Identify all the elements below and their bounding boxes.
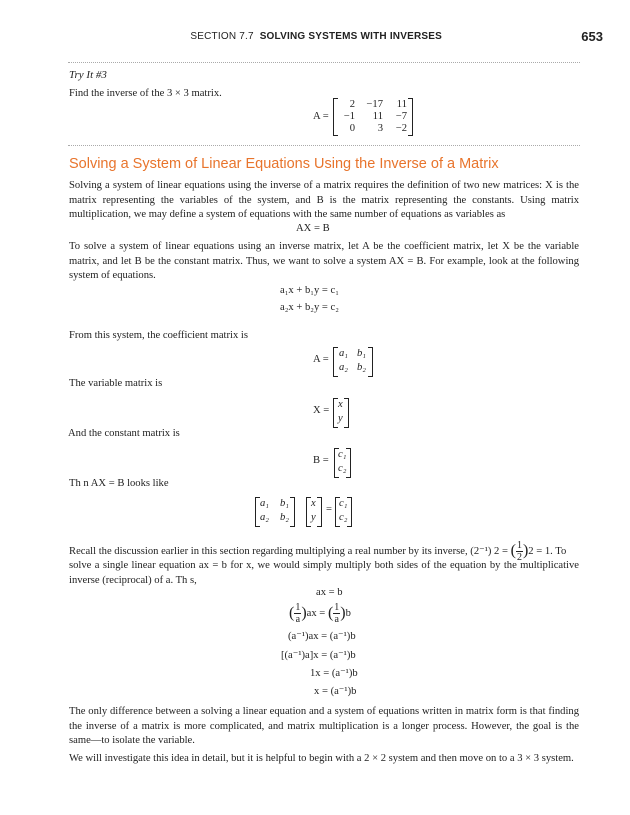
section-heading: SOLVING SYSTEMS WITH INVERSES <box>259 31 442 42</box>
matrix-cell: b₁ <box>280 498 289 509</box>
paren-open: ( <box>510 542 516 560</box>
var-matrix <box>333 398 349 428</box>
var-matrix-label: X = <box>313 405 330 416</box>
matrix-cell: a₂ <box>339 362 348 373</box>
matrix-cell: 11 <box>396 99 407 110</box>
matrix-cell: b₂ <box>280 512 289 523</box>
product-const-matrix <box>335 497 352 527</box>
matrix-cell: −1 <box>343 111 355 122</box>
coef-matrix <box>333 347 373 377</box>
equation: AX = B <box>296 223 330 234</box>
matrix-cell: x <box>311 498 316 509</box>
derivation-end: b <box>345 607 351 619</box>
fraction-denominator: a <box>295 614 301 625</box>
matrix-cell: c₂ <box>338 463 347 474</box>
fraction-numerator: 1 <box>516 540 522 551</box>
derivation-line <box>289 602 351 625</box>
matrix-cell: 11 <box>372 111 383 122</box>
matrix-cell: 3 <box>377 123 383 134</box>
recall-text-start: Recall the discussion earlier in this section regarding multiplying a real number by its inverse, (2⁻¹) 2 = <box>69 545 511 557</box>
matrix-cell: 2 <box>349 99 355 110</box>
matrix-cell: b₁ <box>357 348 366 359</box>
derivation-line: [(a⁻¹)a]x = (a⁻¹)b <box>281 650 356 661</box>
matrix-cell: b₂ <box>357 362 366 373</box>
matrix-cell: a₁ <box>260 498 269 509</box>
paragraph: The variable matrix is <box>69 378 163 389</box>
fraction-denominator: a <box>334 614 339 625</box>
matrix-cell: y <box>311 512 316 523</box>
system-equation: a₂x + b₂y = c₂ <box>280 302 339 313</box>
paragraph: The only difference between a solving a linear equation and a system of equations written in matrix form is that finding the inverse of a matrix is more complicated, and matrix multiplication is a longer process. However, the goal is the same—to isolate the variable. <box>69 706 579 747</box>
paragraph: To solve a system of linear equations using an inverse matrix, let A be the coefficient matrix, let X be the variable matrix, and let B be the constant matrix. Thus, we want to solve a system AX = B. For example, look at the following system of equations. <box>69 241 579 282</box>
paragraph: solve a single linear equation ax = b for x, we would simply multiply both sides of the equation by the multiplicative inverse (reciprocal) of a. Th s, <box>69 560 579 586</box>
try-it-prompt: Find the inverse of the 3 × 3 matrix. <box>69 88 222 99</box>
try-it-label: Try It #3 <box>69 69 107 81</box>
matrix-cell: c₂ <box>339 512 348 523</box>
fraction-numerator: 1 <box>334 602 340 613</box>
derivation-line: (a⁻¹)ax = (a⁻¹)b <box>288 631 356 642</box>
matrix-cell: y <box>338 413 343 424</box>
paragraph: We will investigate this idea in detail, but it is helpful to begin with a 2 × 2 system and then move on to a 3 × 3 system. <box>69 753 574 764</box>
paren-open: ( <box>289 604 295 622</box>
product-coef-matrix <box>255 497 295 527</box>
const-matrix-label: B = <box>313 455 329 466</box>
divider <box>68 62 580 63</box>
matrix-cell: −17 <box>366 99 383 110</box>
derivation-mid: ax = <box>306 607 326 619</box>
matrix-cell: a₂ <box>260 512 269 523</box>
product-var-matrix <box>306 497 322 527</box>
derivation-line: ax = b <box>316 587 343 598</box>
paragraph: Solving a system of linear equations using the inverse of a matrix requires the definition of two new matrices: X is the matrix representing the variables of the system, and B is the matrix representing the constants. Using matrix multiplication, we may define a system of equations with the same number of equations as variables as <box>69 180 579 221</box>
paragraph: And the constant matrix is <box>68 428 180 439</box>
paragraph: Th n AX = B looks like <box>69 478 169 489</box>
paren-open: ( <box>327 604 334 622</box>
system-equation: a₁x + b₁y = c₁ <box>280 285 339 296</box>
derivation-line: x = (a⁻¹)b <box>314 686 357 697</box>
recall-text-end: 2 = 1. To <box>528 545 567 557</box>
running-head <box>190 31 442 42</box>
section-number: SECTION 7.7 <box>190 31 254 42</box>
matrix-cell: c₁ <box>338 449 347 460</box>
section-title: Solving a System of Linear Equations Using the Inverse of a Matrix <box>69 156 499 172</box>
matrix-cell: a₁ <box>339 348 348 359</box>
fraction-numerator: 1 <box>295 602 301 613</box>
coef-matrix-label: A = <box>313 354 329 365</box>
matrix-cell: c₁ <box>339 498 348 509</box>
derivation-line: 1x = (a⁻¹)b <box>310 668 358 679</box>
paren-close: ) <box>522 542 529 560</box>
try-it-matrix-label: A = <box>313 111 329 122</box>
matrix-cell: −2 <box>395 123 407 134</box>
fraction-denominator: 2 <box>516 552 522 563</box>
paragraph: From this system, the coefficient matrix is <box>69 330 248 341</box>
try-it-matrix <box>333 98 413 136</box>
paren-close: ) <box>301 604 307 622</box>
paren-close: ) <box>340 604 346 622</box>
divider <box>68 145 580 146</box>
const-matrix <box>334 448 351 478</box>
equals-sign: = <box>326 504 332 515</box>
matrix-cell: x <box>338 399 343 410</box>
page-header <box>0 29 630 47</box>
page-number: 653 <box>581 29 603 44</box>
matrix-cell: −7 <box>395 111 407 122</box>
matrix-cell: 0 <box>349 123 355 134</box>
